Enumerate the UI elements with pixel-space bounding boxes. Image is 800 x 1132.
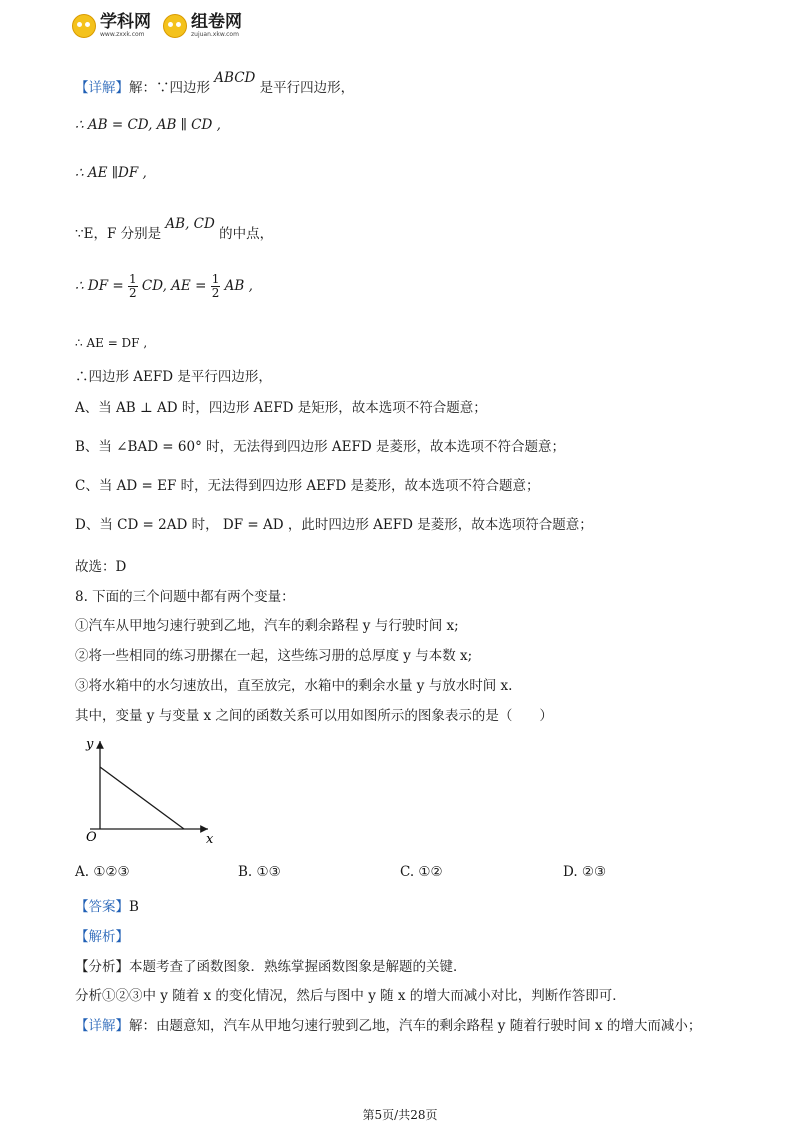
detail-tag: 【详解】 <box>75 1018 129 1034</box>
detail-tag: 【详解】 <box>75 80 129 96</box>
question-8-item-1: ①汽车从甲地匀速行驶到乙地，汽车的剩余路程 y 与行驶时间 x; <box>75 618 459 634</box>
text: ∵E，F 分别是 <box>75 226 162 242</box>
solution-line-3: ∴ AE ∥DF , <box>75 165 147 181</box>
frac-num: 1 <box>211 272 220 286</box>
logo-name: 学科网 <box>100 12 151 32</box>
option-b-analysis: B、当 ∠BAD = 60° 时，无法得到四边形 AEFD 是菱形，故本选项不符合题意； <box>75 439 566 455</box>
header-logos <box>72 14 242 38</box>
question-8-ask: 其中，变量 y 与变量 x 之间的函数关系可以用如图所示的图象表示的是（ ） <box>75 708 553 724</box>
answer-line <box>75 895 139 915</box>
text: ∴ DF = <box>75 278 124 294</box>
detail-text: 解：由题意知，汽车从甲地匀速行驶到乙地，汽车的剩余路程 y 随着行驶时间 x 的增大而减小； <box>129 1018 702 1034</box>
option-a: A. ①②③ <box>75 864 130 880</box>
question-8-item-2: ②将一些相同的练习册摞在一起，这些练习册的总厚度 y 与本数 x; <box>75 648 473 664</box>
text: 的中点， <box>219 226 274 242</box>
text: CD, AE = <box>141 278 207 294</box>
option-b: B. ①③ <box>238 864 281 880</box>
text: 是平行四边形， <box>259 80 355 96</box>
frac-den: 2 <box>128 286 137 300</box>
mascot-icon <box>72 14 96 38</box>
answer-tag: 【答案】 <box>75 899 129 915</box>
fenxi-text: 本题考查了函数图象．熟练掌握函数图象是解题的关键． <box>129 959 467 975</box>
text: AB , <box>224 278 253 294</box>
logo-name: 组卷网 <box>191 12 242 32</box>
origin-label: O <box>86 830 97 845</box>
choice-result: 故选：D <box>75 559 127 575</box>
option-c-analysis: C、当 AD = EF 时，无法得到四边形 AEFD 是菱形，故本选项不符合题意； <box>75 478 540 494</box>
page-footer: 第5页/共28页 <box>362 1108 438 1122</box>
frac-num: 1 <box>128 272 137 286</box>
frac-den: 2 <box>211 286 220 300</box>
text: 解：∵四边形 <box>129 80 210 96</box>
option-d: D. ②③ <box>563 864 607 880</box>
question-8-title: 8. 下面的三个问题中都有两个变量： <box>75 589 295 605</box>
decreasing-line <box>100 767 184 829</box>
analysis-line-2: 分析①②③中 y 随着 x 的变化情况，然后与图中 y 随 x 的增大而减小对比，判断作答即可． <box>75 988 626 1004</box>
logo-url: www.zxxk.com <box>100 31 145 38</box>
option-d-analysis: D、当 CD = 2AD 时， DF = AD ，此时四边形 AEFD 是菱形，故本选项符合题意； <box>75 517 593 533</box>
question-8-item-3: ③将水箱中的水匀速放出，直至放完，水箱中的剩余水量 y 与放水时间 x. <box>75 678 513 694</box>
logo-url: zujuan.xkw.com <box>191 31 239 38</box>
option-c: C. ①② <box>400 864 443 880</box>
fenxi-tag: 【分析】 <box>75 959 129 975</box>
analysis-line-1 <box>75 955 467 975</box>
function-graph <box>80 735 230 850</box>
math-ab-cd: AB, CD <box>165 216 215 232</box>
solution-line-7: ∴四边形 AEFD 是平行四边形， <box>75 369 272 385</box>
logo-zxxk[interactable] <box>72 14 151 38</box>
solution-line-6: ∴ AE = DF , <box>75 336 148 350</box>
analysis-tag: 【解析】 <box>75 929 129 945</box>
mascot-icon <box>163 14 187 38</box>
solution-line-1 <box>75 70 355 96</box>
option-a-analysis: A、当 AB ⊥ AD 时，四边形 AEFD 是矩形，故本选项不符合题意； <box>75 400 487 416</box>
x-axis-label: x <box>206 832 214 847</box>
y-axis-label: y <box>86 737 94 752</box>
solution-line-2: ∴ AB = CD, AB ∥ CD , <box>75 117 221 133</box>
solution-line-4 <box>75 216 274 242</box>
detail-line <box>75 1014 701 1034</box>
answer-value: B <box>129 899 139 915</box>
solution-line-5 <box>75 273 253 300</box>
math-abcd: ABCD <box>214 70 256 86</box>
logo-zujuan[interactable] <box>163 14 242 38</box>
